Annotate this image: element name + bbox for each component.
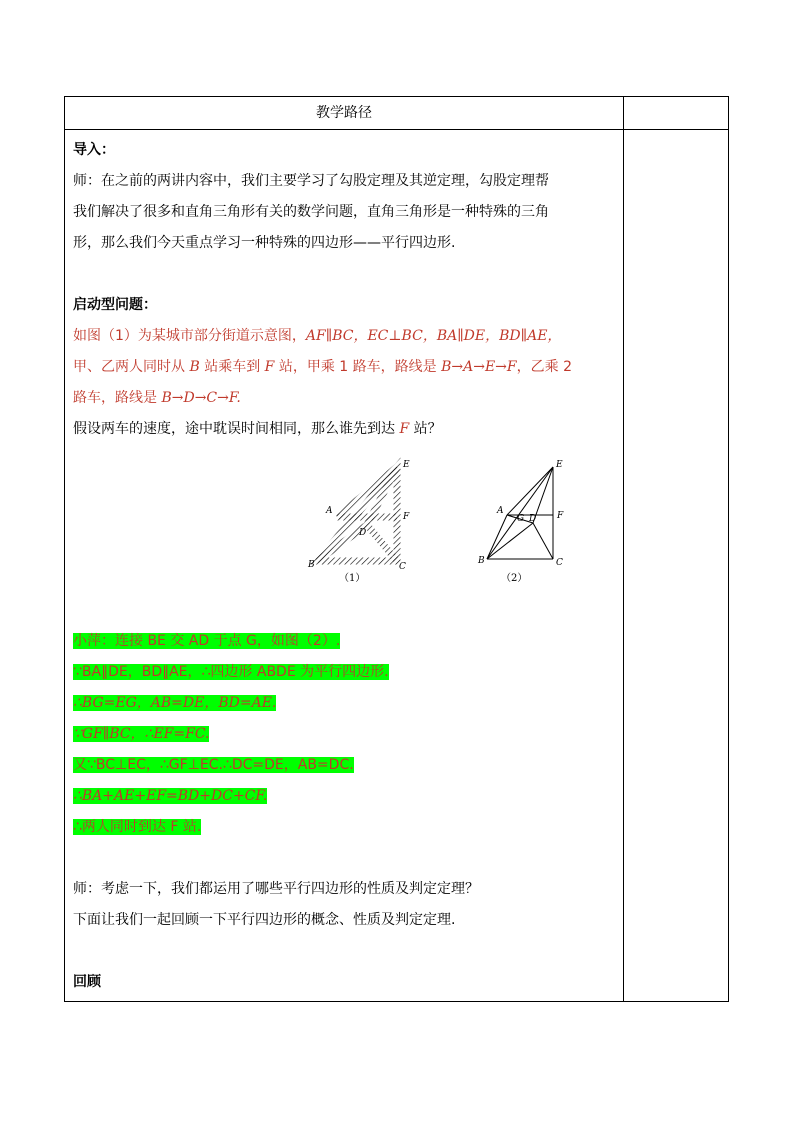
figure-1-street-map — [303, 453, 433, 583]
fig2-label-A: A — [497, 506, 504, 516]
fig1-label-C: C — [399, 562, 406, 572]
intro-line-1: 师：在之前的两讲内容中，我们主要学习了勾股定理及其逆定理，勾股定理帮 — [73, 173, 549, 189]
problem-line-3 — [73, 383, 618, 414]
fig1-label-D: D — [359, 528, 367, 538]
header-divider — [65, 129, 728, 130]
solution-text: ∴BA+AE+EF=BD+DC+CF. — [73, 788, 268, 804]
fig1-label-B: B — [308, 560, 315, 570]
problem-text: 站乘车到 — [199, 359, 265, 375]
solution-line-5 — [73, 750, 618, 781]
solution-text: 又∵BC⊥EC，∴GF⊥EC.∴DC=DE，AB=DC. — [73, 757, 354, 773]
problem-heading: 启动型问题： — [73, 297, 157, 313]
problem-math: B — [189, 359, 200, 375]
problem-math: AF∥BC，EC⊥BC，BA∥DE，BD∥AE， — [305, 328, 562, 344]
problem-math: B→A→E→F — [441, 359, 517, 375]
fig1-label-E: E — [403, 460, 410, 470]
problem-line-2 — [73, 352, 618, 383]
solution-text: ∴两人同时到达 F 站. — [73, 819, 202, 835]
problem-text: 甲、乙两人同时从 — [73, 359, 190, 375]
review-line-1: 师：考虑一下，我们都运用了哪些平行四边形的性质及判定定理？ — [73, 881, 479, 897]
solution-line-6 — [73, 781, 618, 812]
problem-text: 如图（1）为某城市部分街道示意图， — [73, 328, 306, 344]
intro-line-2: 我们解决了很多和直角三角形有关的数学问题，直角三角形是一种特殊的三角 — [73, 204, 549, 220]
figure-2-parallelogram — [473, 453, 583, 583]
fig1-caption: （1） — [339, 573, 366, 583]
problem-line-4 — [73, 414, 618, 445]
solution-line-7 — [73, 812, 618, 843]
solution-line-3 — [73, 688, 618, 719]
solution-text: ∵GF∥BC，∴EF=FC. — [73, 726, 210, 742]
problem-math: F — [399, 421, 410, 437]
solution-text: 小萍：连接 BE 交 AD 于点 G，如图（2）. — [73, 633, 341, 649]
column-divider — [623, 97, 624, 1001]
solution-text: ∴BG=EG，AB=DE，BD=AE. — [73, 695, 277, 711]
problem-text: 假设两车的速度，途中耽误时间相同，那么谁先到达 — [73, 421, 400, 437]
problem-math: F — [264, 359, 275, 375]
review-line-2: 下面让我们一起回顾一下平行四边形的概念、性质及判定定理. — [73, 912, 456, 928]
fig2-label-E: E — [556, 460, 563, 470]
figures — [73, 445, 618, 595]
fig2-label-D: D — [529, 514, 537, 524]
problem-line-1 — [73, 321, 618, 352]
solution-text: ∵BA∥DE，BD∥AE，∴四边形 ABDE 为平行四边形. — [73, 664, 389, 680]
review-heading: 回顾 — [73, 974, 101, 990]
solution-line-4 — [73, 719, 618, 750]
problem-text: 站，甲乘 1 路车，路线是 — [274, 359, 442, 375]
table-header-title: 教学路径 — [316, 105, 372, 121]
solution-line-2 — [73, 657, 618, 688]
intro-line-3: 形，那么我们今天重点学习一种特殊的四边形——平行四边形. — [73, 235, 456, 251]
fig2-label-C: C — [556, 558, 563, 568]
problem-math: B→D→C→F. — [161, 390, 241, 406]
fig2-label-F: F — [557, 511, 564, 521]
lesson-table — [64, 96, 729, 1002]
problem-text: 路车，路线是 — [73, 390, 162, 406]
problem-text: ，乙乘 2 — [516, 359, 572, 375]
problem-text: 站？ — [409, 421, 442, 437]
content-cell — [73, 135, 618, 998]
fig1-label-F: F — [403, 512, 410, 522]
fig2-label-B: B — [478, 556, 485, 566]
fig1-label-A: A — [326, 506, 333, 516]
solution-line-1 — [73, 626, 618, 657]
fig2-caption: （2） — [501, 573, 528, 583]
intro-heading: 导入： — [73, 142, 115, 158]
fig2-label-G: G — [517, 514, 525, 524]
